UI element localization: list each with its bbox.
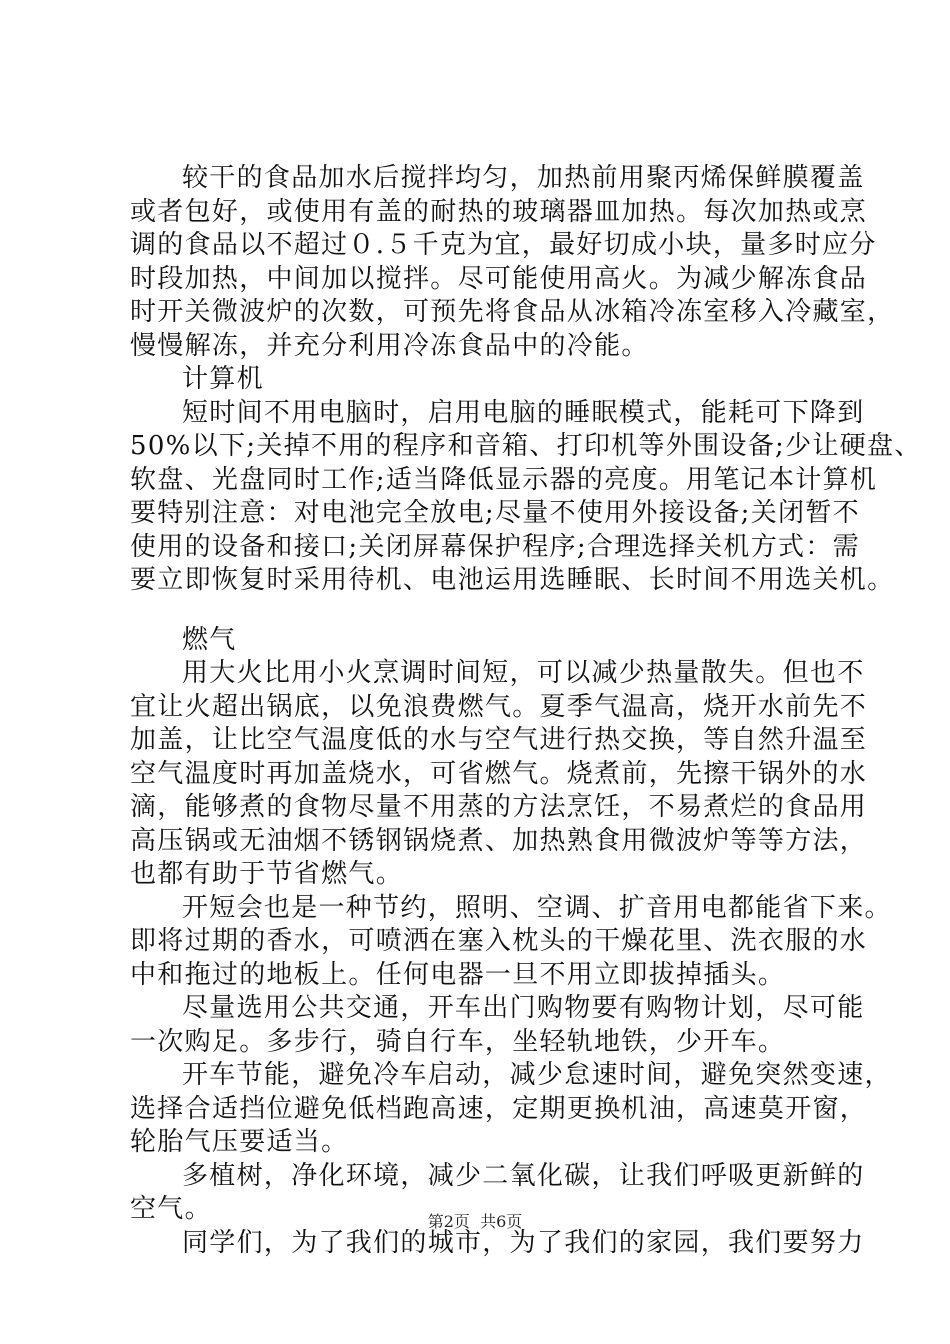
text-line: 开短会也是一种节约，照明、空调、扩音用电都能省下来。	[182, 892, 892, 923]
text-line: 中和拖过的地板上。任何电器一旦不用立即拔掉插头。	[130, 959, 786, 990]
text-line: 短时间不用电脑时，启用电脑的睡眠模式，能耗可下降到	[182, 397, 865, 428]
text-line: 也都有助于节省燃气。	[130, 859, 404, 889]
paragraph-computer	[130, 397, 922, 598]
text-line: 要立即恢复时采用待机、电池运用选睡眠、长时间不用选关机。	[130, 565, 895, 595]
paragraph-gas	[130, 657, 868, 892]
text-line: 慢慢解冻，并充分利用冷冻食品中的冷能。	[130, 330, 649, 361]
text-line: 同学们，为了我们的城市，为了我们的家园，我们要努力	[182, 1227, 865, 1258]
text-line: 滴，能够煮的食物尽量不用蒸的方法烹饪，不易煮烂的食品用	[130, 792, 868, 822]
text-line: 调的食品以不超过０.５千克为宜，最好切成小块，量多时应分	[130, 230, 877, 260]
text-line: 一次购足。多步行，骑自行车，坐轻轨地铁，少开车。	[130, 1026, 786, 1057]
text-line: 高压锅或无油烟不锈钢锅烧煮、加热熟食用微波炉等等方法，	[130, 825, 868, 856]
text-line: 即将过期的香水，可喷洒在塞入枕头的干燥花里、洗衣服的水	[130, 926, 868, 956]
paragraph-short-meetings	[130, 892, 892, 993]
text-line: 使用的设备和接口;关闭屏幕保护程序;合理选择关机方式：需	[130, 531, 860, 562]
text-line: 要特别注意：对电池完全放电;尽量不使用外接设备;关闭暂不	[130, 498, 860, 528]
text-line: 50%以下;关掉不用的程序和音箱、打印机等外围设备;少让硬盘、	[130, 431, 922, 461]
section-heading-gas: 燃气	[182, 624, 237, 655]
text-line: 开车节能，避免冷车启动，减少怠速时间，避免突然变速，	[182, 1060, 892, 1090]
text-line: 较干的食品加水后搅拌均匀，加热前用聚丙烯保鲜膜覆盖	[182, 163, 865, 193]
paragraph-microwave	[130, 162, 895, 363]
text-line: 宜让火超出锅底，以免浪费燃气。夏季气温高，烧开水前先不	[130, 691, 868, 722]
text-line: 多植树，净化环境，减少二氧化碳，让我们呼吸更新鲜的	[182, 1160, 865, 1191]
text-line: 用大火比用小火烹调时间短，可以减少热量散失。但也不	[182, 658, 865, 688]
text-line: 空气。	[130, 1194, 212, 1224]
section-heading-computer: 计算机	[182, 364, 264, 394]
text-line: 或者包好，或使用有盖的耐热的玻璃器皿加热。每次加热或烹	[130, 196, 868, 227]
text-line: 时段加热，中间加以搅拌。尽可能使用高火。为减少解冻食品	[130, 263, 868, 294]
text-line: 软盘、光盘同时工作;适当降低显示器的亮度。用笔记本计算机	[130, 464, 878, 495]
paragraph-public-transport	[130, 992, 865, 1059]
text-line: 选择合适挡位避免低档跑高速，定期更换机油，高速莫开窗，	[130, 1093, 868, 1124]
text-line: 时开关微波炉的次数，可预先将食品从冰箱冷冻室移入冷藏室，	[130, 297, 895, 327]
text-line: 尽量选用公共交通，开车出门购物要有购物计划，尽可能	[182, 993, 865, 1023]
paragraph-driving	[130, 1059, 892, 1160]
spacer	[130, 598, 850, 624]
text-line: 加盖，让比空气温度低的水与空气进行热交换，等自然升温至	[130, 725, 868, 755]
text-line: 空气温度时再加盖烧水，可省燃气。烧煮前，先擦干锅外的水	[130, 758, 868, 789]
page-number-footer: 第2页 共6页	[427, 1212, 523, 1231]
document-body	[130, 162, 922, 1260]
text-line: 轮胎气压要适当。	[130, 1127, 349, 1157]
